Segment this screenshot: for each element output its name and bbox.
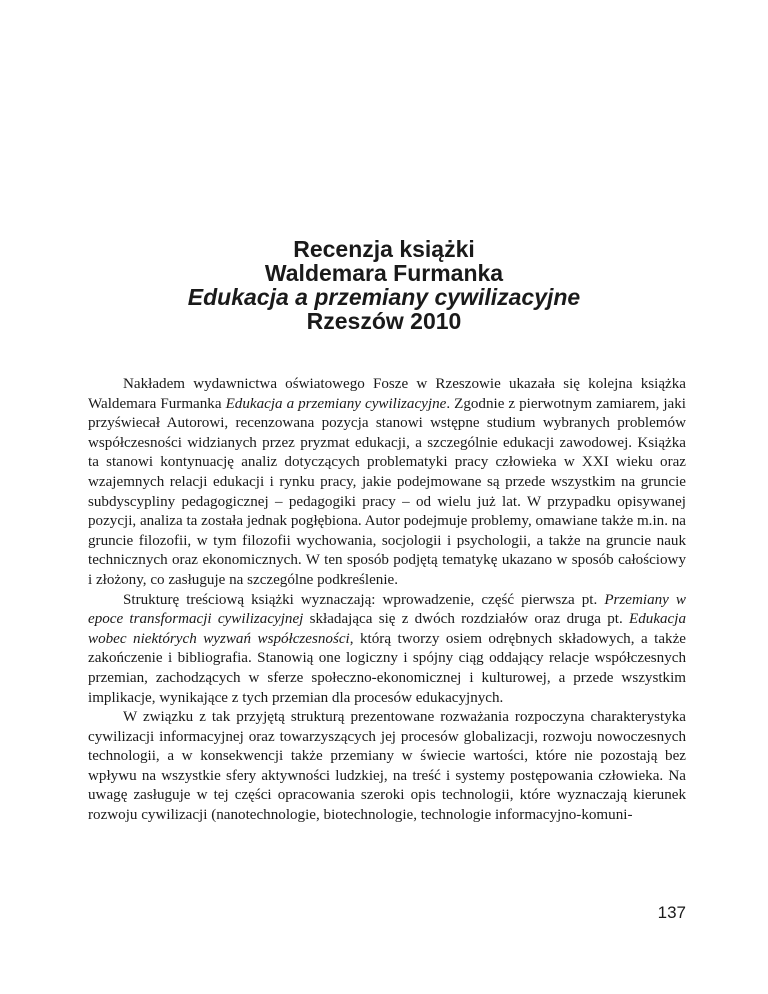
text-span: W związku z tak przyjętą strukturą prezentowane rozważania rozpoczyna charakterystyka cywilizacji informacyjnej oraz towarzyszących jej procesów globalizacji, rozwoju nowoczesnych technologii, a w konsekwencji także przemiany w świecie wartości, które nie pozostają bez wpływu na wszystkie sfery aktywności ludzkiej, na treść i systemy postępowania człowieka. Na uwagę zasługuje w tej części opracowania szeroki opis technologii, które wyznaczają kierunek rozwoju cywilizacji (nanotechnologie, biotechnologie, technologie informacyjno-komuni- — [88, 709, 686, 824]
text-span: Strukturę treściową książki wyznaczają: wprowadzenie, część pierwsza pt. — [123, 591, 605, 608]
text-span: . Zgodnie z pierwotnym zamiarem, jaki przyświecał Autorowi, recenzowana pozycja stanowi wstępne studium wybranych problemów współczesności widzianych przez pryzmat edukacji, a szczególnie edukacji zawodowej. Książka ta stanowi kontynuację analiz dotyczących problematyki pracy człowieka w XXI wieku oraz wzajemnych relacji edukacji i rynku pracy, jakie podejmowane są przede wszystkim na gruncie subdyscypliny pedagogicznej – pedagogiki pracy – od wielu już lat. W przypadku opisywanej pozycji, analiza ta została jednak pogłębiona. Autor podejmuje problemy, omawiane także m.in. na gruncie filozofii, w tym filozofii wychowania, socjologii i psychologii, a także na gruncie nauk technicznych oraz ekonomicznych. W ten sposób podjętą tematykę ukazano w sposób całościowy i złożony, co zasługuje na szczególne podkreślenie. — [88, 395, 686, 588]
italic-part-title: Przemiany w epoce transformacji cywilizacyjnej — [88, 591, 686, 628]
text-span: składająca się z dwóch rozdziałów oraz druga pt. — [303, 611, 629, 628]
paragraph-3 — [88, 708, 686, 826]
article-title — [0, 237, 768, 333]
text-span: , którą tworzy osiem odrębnych składowych, a także zakończenie i bibliografia. Stanowią one logiczny i spójny ciąg oddający relacje współczesnych przemian, zachodzących w sferze społeczno-ekonomicznej i kulturowej, a przede wszystkim implikacje, wynikające z tych przemian dla procesów edukacyjnych. — [88, 630, 686, 706]
title-line-2: Waldemara Furmanka — [264, 260, 504, 286]
title-line-4: Rzeszów 2010 — [306, 308, 462, 334]
italic-part-title: Edukacja wobec niektórych wyzwań współczesności — [88, 611, 686, 647]
article-body — [88, 375, 686, 826]
paragraph-1 — [88, 375, 686, 591]
title-book-name: Edukacja a przemiany cywilizacyjne — [187, 284, 581, 310]
paragraph-2 — [88, 591, 686, 709]
text-span: Nakładem wydawnictwa oświatowego Fosze w Rzeszowie ukazała się kolejna książka Waldemara Furmanka — [88, 376, 686, 412]
page-number: 137 — [657, 903, 686, 922]
italic-book-title: Edukacja a przemiany cywilizacyjne — [225, 395, 447, 412]
title-line-1: Recenzja książki — [293, 236, 475, 262]
